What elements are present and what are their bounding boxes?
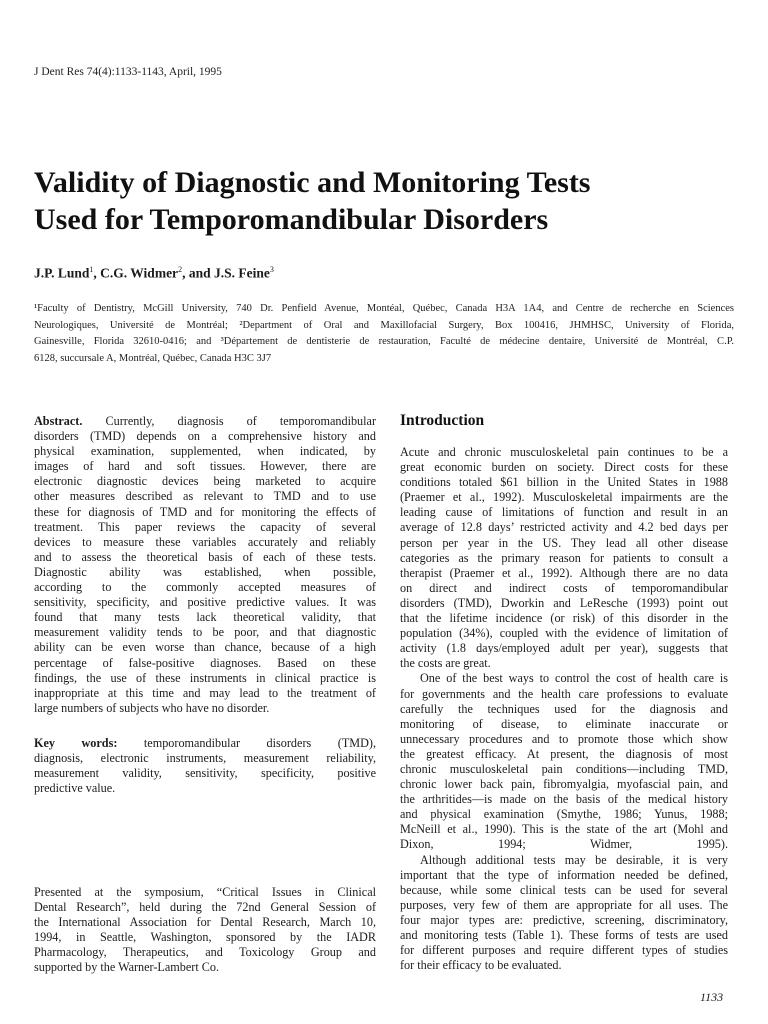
introduction-line: McNeill et al., 1990). This is the state of the art (Mohl and — [400, 822, 728, 837]
introduction-line: important that the type of information needed be defined, — [400, 867, 728, 882]
abstract-line: devices to measure these variables accurately and reliably — [34, 534, 376, 549]
introduction-line: average of 12.8 days’ restricted activity and 4.2 bed days per — [400, 520, 728, 535]
introduction-line: therapist (Praemer et al., 1992). Although there are no data — [400, 565, 728, 580]
abstract-line: treatment. This paper reviews the capacity of several — [34, 519, 376, 534]
presentation-line: supported by the Warner-Lambert Co. — [34, 960, 220, 975]
introduction-line: and physical examination (Smythe, 1986; Yunus, 1988; — [400, 807, 728, 822]
author-name: , C.G. Widmer — [93, 265, 179, 281]
affiliation-line: Gainesville, Florida 32610-0416; and ³Département de dentisterie de restauration, Faculté de médecine dentaire, Université de Montréal, C.P. — [34, 336, 734, 348]
presentation-line: 1994, in Seattle, Washington, sponsored by the IADR — [34, 930, 376, 945]
author-affiliation-mark: 3 — [269, 265, 274, 274]
abstract-line: inappropriate at this time and may lead to the treatment of — [34, 685, 376, 700]
abstract-line: and to assess the theoretical basis of each of these tests. — [34, 549, 376, 564]
keywords-line: diagnosis, electronic instruments, measurement reliability, — [34, 751, 376, 766]
affiliation-line: Neurologiques, Université de Montréal; ²Department of Oral and Maxillofacial Surgery, Box 100416, JHMHSC, University of Florida, — [34, 319, 734, 331]
introduction-line: population (34%), coupled with the evidence of limitation of — [400, 626, 728, 641]
journal-citation: J Dent Res 74(4):1133-1143, April, 1995 — [34, 66, 222, 78]
author-affiliation-mark: 2 — [178, 265, 183, 274]
introduction-line: that the lifetime incidence (or risk) of this disorder in the — [400, 611, 728, 626]
introduction-line: because, while some clinical tests can be used for several — [400, 882, 728, 897]
presentation-line: Dental Research”, held during the 72nd General Session of — [34, 900, 376, 915]
abstract-line: percentage of false-positive diagnoses. Based on these — [34, 655, 376, 670]
introduction-line: chronic lower back pain, fibromyalgia, myofascial pain, and — [400, 777, 728, 792]
introduction-line: unnecessary procedures and to promote those which show — [400, 731, 728, 746]
introduction-line: (Praemer et al., 1992). Musculoskeletal impairments are the — [400, 490, 728, 505]
abstract-label: Abstract. — [34, 414, 83, 428]
abstract-line: physical examination, supplemented, when indicated, by — [34, 444, 376, 459]
keywords-line: measurement validity, sensitivity, specificity, positive — [34, 766, 376, 781]
article-title — [34, 164, 734, 238]
affiliations — [34, 301, 734, 367]
introduction-line: the costs are great. — [400, 656, 491, 671]
introduction-line: purposes, very few of them are appropriate for all uses. The — [400, 897, 728, 912]
introduction-line: the greatest efficacy. At present, the diagnosis of most — [400, 746, 728, 761]
abstract-line: other measures described as relevant to TMD and to use — [34, 489, 376, 504]
introduction-line: Dixon, 1994; Widmer, 1995). — [400, 837, 728, 852]
introduction-line: Although additional tests may be desirable, it is very — [420, 852, 728, 867]
introduction-line: on direct and indirect costs of temporomandibular — [400, 580, 728, 595]
introduction-heading: Introduction — [400, 412, 485, 429]
introduction-line: the arthritides—is made on the basis of the medical history — [400, 792, 728, 807]
abstract-line: large numbers of subjects who have no disorder. — [34, 700, 270, 715]
introduction-line: Acute and chronic musculoskeletal pain continues to be a — [400, 445, 728, 459]
introduction-line: categories as the primary reason for patients to consult a — [400, 550, 728, 565]
author-name: J.P. Lund — [34, 265, 90, 281]
title-line: Validity of Diagnostic and Monitoring Tests — [34, 166, 591, 199]
introduction-line: chronic musculoskeletal pain conditions—including TMD, — [400, 761, 728, 776]
introduction-line: great economic burden on society. Direct costs for these — [400, 460, 728, 475]
introduction-line: monitoring of disease, to eliminate inaccurate or — [400, 716, 728, 731]
page-number: 1133 — [700, 990, 724, 1004]
abstract-line-text: Currently, diagnosis of temporomandibular — [105, 414, 376, 428]
presentation-line: Presented at the symposium, “Critical Issues in Clinical — [34, 885, 376, 899]
abstract-line: images of hard and soft tissues. However, there are — [34, 459, 376, 474]
introduction-line: carefully the techniques used for the diagnosis and — [400, 701, 728, 716]
introduction-line: four major types are: predictive, screening, discriminatory, — [400, 912, 728, 927]
introduction-line: for governments and the health care professions to evaluate — [400, 686, 728, 701]
abstract-line: disorders (TMD) depends on a comprehensive history and — [34, 429, 376, 444]
introduction-line: disorders (TMD), Dworkin and LeResche (1993) point out — [400, 595, 728, 610]
introduction-line: for different purposes and require different types of studies — [400, 943, 728, 958]
presentation-line: the International Association for Dental Research, March 10, — [34, 915, 376, 930]
affiliation-line: 6128, succursale A, Montréal, Québec, Canada H3C 3J7 — [34, 352, 272, 364]
keywords-line — [34, 736, 376, 751]
introduction-line: One of the best ways to control the cost of health care is — [420, 671, 728, 686]
presentation-line: Pharmacology, Therapeutics, and Toxicology Group and — [34, 945, 376, 960]
presentation-note — [34, 885, 376, 976]
abstract-line: Diagnostic ability was established, when possible, — [34, 564, 376, 579]
introduction-line: and monitoring tests (Table 1). These forms of tests are used — [400, 928, 728, 942]
abstract-line: measurement validity tends to be poor, and that diagnostic — [34, 625, 376, 640]
abstract-line — [34, 414, 376, 429]
keywords-line-text: temporomandibular disorders (TMD), — [143, 736, 377, 750]
introduction-body — [400, 445, 728, 973]
title-line: Used for Temporomandibular Disorders — [34, 203, 549, 236]
author-name: , and J.S. Feine — [182, 265, 270, 281]
affiliation-line: ¹Faculty of Dentistry, McGill University, 740 Dr. Penfield Avenue, Montéal, Québec, Canada H3A 1A4, and Centre de recherche en Sciences — [34, 303, 734, 314]
keywords-label: Key words: — [34, 736, 118, 750]
author-affiliation-mark: 1 — [89, 265, 94, 274]
abstract-line: electronic diagnostic devices being marketed to acquire — [34, 474, 376, 489]
abstract-line: found that many tests lack theoretical validity, that — [34, 610, 376, 625]
author-list — [34, 265, 274, 282]
keywords-line: predictive value. — [34, 781, 116, 796]
abstract-line: findings, the use of these instruments in clinical practice is — [34, 670, 376, 685]
introduction-line: conditions totaled $61 billion in the United States in 1988 — [400, 475, 728, 490]
introduction-line: for their efficacy to be evaluated. — [400, 958, 562, 973]
abstract-line: ability can be even worse than chance, because of a high — [34, 640, 376, 655]
abstract — [34, 414, 376, 716]
abstract-line: sensitivity, specificity, and positive predictive values. It was — [34, 595, 376, 610]
abstract-line: according to the commonly accepted measures of — [34, 580, 376, 595]
keywords — [34, 736, 376, 796]
introduction-line: activity (1.8 days/employed adult per year), suggests that — [400, 641, 728, 656]
introduction-line: leading cause of limitations of function and result in an — [400, 505, 728, 520]
introduction-line: person per year in the US. They lead all other disease — [400, 535, 728, 550]
abstract-line: these for diagnosis of TMD and for monitoring the effects of — [34, 504, 376, 519]
